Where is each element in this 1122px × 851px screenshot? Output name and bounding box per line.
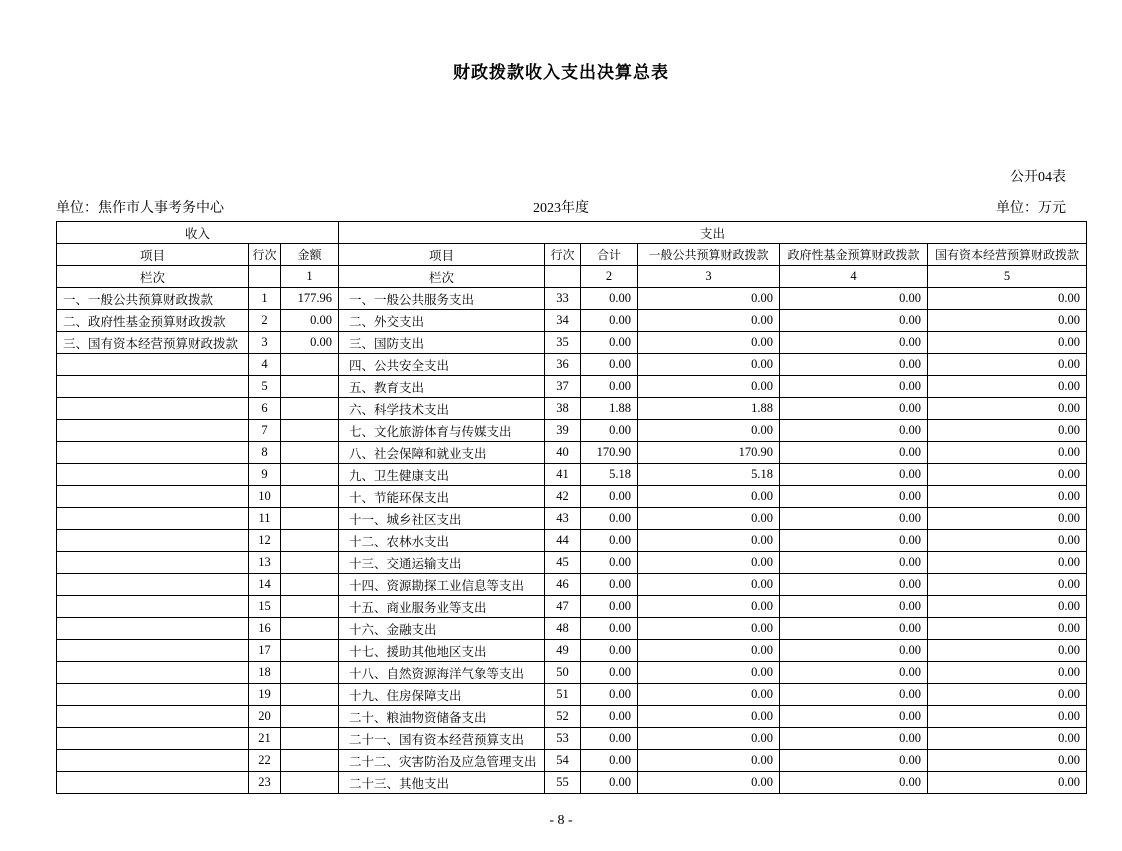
income-item-cell xyxy=(57,442,249,464)
expenditure-item-cell: 十六、金融支出 xyxy=(339,618,545,640)
income-amount-cell xyxy=(281,398,339,420)
table-row xyxy=(57,552,1087,574)
expenditure-total-cell: 0.00 xyxy=(581,420,638,442)
expenditure-line-cell: 41 xyxy=(545,464,581,486)
table-row xyxy=(57,662,1087,684)
expenditure-total-cell: 0.00 xyxy=(581,772,638,794)
income-amount-cell xyxy=(281,376,339,398)
income-item-cell: 三、国有资本经营预算财政拨款 xyxy=(57,332,249,354)
income-item-cell xyxy=(57,376,249,398)
expenditure-state-capital-cell: 0.00 xyxy=(928,420,1087,442)
income-line-cell: 7 xyxy=(249,420,281,442)
expenditure-general-public-cell: 0.00 xyxy=(638,552,780,574)
header-general-public-budget: 一般公共预算财政拨款 xyxy=(638,244,780,266)
expenditure-column-spacer xyxy=(545,266,581,288)
expenditure-general-public-cell: 0.00 xyxy=(638,310,780,332)
expenditure-state-capital-cell: 0.00 xyxy=(928,288,1087,310)
expenditure-gov-fund-cell: 0.00 xyxy=(780,618,928,640)
expenditure-total-cell: 0.00 xyxy=(581,486,638,508)
amount-unit-label: 单位：万元 xyxy=(996,201,1066,216)
income-item-cell xyxy=(57,728,249,750)
expenditure-state-capital-cell: 0.00 xyxy=(928,618,1087,640)
expenditure-total-cell: 0.00 xyxy=(581,684,638,706)
income-line-cell: 10 xyxy=(249,486,281,508)
expenditure-gov-fund-cell: 0.00 xyxy=(780,486,928,508)
expenditure-gov-fund-cell: 0.00 xyxy=(780,684,928,706)
expenditure-total-cell: 0.00 xyxy=(581,596,638,618)
group-header-expenditure: 支出 xyxy=(339,222,1087,244)
expenditure-item-cell: 十五、商业服务业等支出 xyxy=(339,596,545,618)
header-gov-fund-budget: 政府性基金预算财政拨款 xyxy=(780,244,928,266)
expenditure-item-cell: 二十二、灾害防治及应急管理支出 xyxy=(339,750,545,772)
income-item-cell xyxy=(57,464,249,486)
income-item-cell xyxy=(57,552,249,574)
income-line-cell: 8 xyxy=(249,442,281,464)
income-column-no-1: 1 xyxy=(281,266,339,288)
expenditure-item-cell: 十、节能环保支出 xyxy=(339,486,545,508)
meta-row xyxy=(56,197,1066,215)
income-amount-cell xyxy=(281,618,339,640)
expenditure-general-public-cell: 0.00 xyxy=(638,618,780,640)
expenditure-state-capital-cell: 0.00 xyxy=(928,464,1087,486)
expenditure-general-public-cell: 0.00 xyxy=(638,662,780,684)
expenditure-line-cell: 43 xyxy=(545,508,581,530)
expenditure-gov-fund-cell: 0.00 xyxy=(780,442,928,464)
table-row xyxy=(57,706,1087,728)
income-item-cell xyxy=(57,596,249,618)
expenditure-state-capital-cell: 0.00 xyxy=(928,376,1087,398)
income-amount-cell xyxy=(281,750,339,772)
expenditure-item-cell: 九、卫生健康支出 xyxy=(339,464,545,486)
table-row xyxy=(57,288,1087,310)
expenditure-state-capital-cell: 0.00 xyxy=(928,442,1087,464)
expenditure-line-cell: 53 xyxy=(545,728,581,750)
expenditure-column-no-2: 2 xyxy=(581,266,638,288)
income-line-cell: 15 xyxy=(249,596,281,618)
expenditure-state-capital-cell: 0.00 xyxy=(928,574,1087,596)
income-line-cell: 22 xyxy=(249,750,281,772)
income-item-cell xyxy=(57,530,249,552)
expenditure-state-capital-cell: 0.00 xyxy=(928,530,1087,552)
expenditure-line-cell: 48 xyxy=(545,618,581,640)
income-line-cell: 9 xyxy=(249,464,281,486)
unit-label: 单位：焦作市人事考务中心 xyxy=(56,201,224,216)
table-row xyxy=(57,332,1087,354)
expenditure-state-capital-cell: 0.00 xyxy=(928,310,1087,332)
income-amount-cell xyxy=(281,662,339,684)
expenditure-line-cell: 50 xyxy=(545,662,581,684)
table-row xyxy=(57,420,1087,442)
income-amount-cell: 177.96 xyxy=(281,288,339,310)
header-income-line: 行次 xyxy=(249,244,281,266)
header-expenditure-line: 行次 xyxy=(545,244,581,266)
expenditure-general-public-cell: 5.18 xyxy=(638,464,780,486)
income-amount-cell xyxy=(281,420,339,442)
table-group-header-row xyxy=(57,222,1087,244)
page-title: 财政拨款收入支出决算总表 xyxy=(453,63,669,82)
income-line-cell: 20 xyxy=(249,706,281,728)
expenditure-item-cell: 二十、粮油物资储备支出 xyxy=(339,706,545,728)
expenditure-gov-fund-cell: 0.00 xyxy=(780,706,928,728)
expenditure-total-cell: 0.00 xyxy=(581,618,638,640)
table-row xyxy=(57,310,1087,332)
expenditure-total-cell: 0.00 xyxy=(581,288,638,310)
table-column-number-row xyxy=(57,266,1087,288)
expenditure-general-public-cell: 0.00 xyxy=(638,706,780,728)
income-line-cell: 17 xyxy=(249,640,281,662)
expenditure-total-cell: 0.00 xyxy=(581,574,638,596)
expenditure-item-cell: 十九、住房保障支出 xyxy=(339,684,545,706)
table-column-header-row xyxy=(57,244,1087,266)
income-item-cell xyxy=(57,772,249,794)
expenditure-total-cell: 0.00 xyxy=(581,552,638,574)
income-amount-cell xyxy=(281,354,339,376)
expenditure-general-public-cell: 170.90 xyxy=(638,442,780,464)
expenditure-general-public-cell: 0.00 xyxy=(638,728,780,750)
expenditure-item-cell: 十三、交通运输支出 xyxy=(339,552,545,574)
expenditure-item-cell: 七、文化旅游体育与传媒支出 xyxy=(339,420,545,442)
expenditure-item-cell: 二十三、其他支出 xyxy=(339,772,545,794)
table-row xyxy=(57,574,1087,596)
expenditure-gov-fund-cell: 0.00 xyxy=(780,310,928,332)
income-amount-cell xyxy=(281,508,339,530)
expenditure-line-cell: 37 xyxy=(545,376,581,398)
expenditure-state-capital-cell: 0.00 xyxy=(928,332,1087,354)
expenditure-gov-fund-cell: 0.00 xyxy=(780,596,928,618)
income-line-cell: 19 xyxy=(249,684,281,706)
expenditure-general-public-cell: 0.00 xyxy=(638,486,780,508)
income-line-cell: 2 xyxy=(249,310,281,332)
income-item-cell xyxy=(57,640,249,662)
expenditure-state-capital-cell: 0.00 xyxy=(928,486,1087,508)
group-header-income: 收入 xyxy=(57,222,339,244)
table-row xyxy=(57,596,1087,618)
expenditure-column-no-3: 3 xyxy=(638,266,780,288)
expenditure-line-cell: 39 xyxy=(545,420,581,442)
income-column-spacer xyxy=(249,266,281,288)
expenditure-general-public-cell: 0.00 xyxy=(638,354,780,376)
income-amount-cell xyxy=(281,596,339,618)
income-item-cell xyxy=(57,684,249,706)
expenditure-general-public-cell: 0.00 xyxy=(638,376,780,398)
income-column-label: 栏次 xyxy=(57,266,249,288)
table-row xyxy=(57,728,1087,750)
expenditure-total-cell: 170.90 xyxy=(581,442,638,464)
income-line-cell: 21 xyxy=(249,728,281,750)
header-income-amount: 金额 xyxy=(281,244,339,266)
page-number: - 8 - xyxy=(549,813,573,828)
table-row xyxy=(57,684,1087,706)
expenditure-line-cell: 51 xyxy=(545,684,581,706)
income-line-cell: 5 xyxy=(249,376,281,398)
income-item-cell xyxy=(57,398,249,420)
expenditure-gov-fund-cell: 0.00 xyxy=(780,508,928,530)
expenditure-item-cell: 五、教育支出 xyxy=(339,376,545,398)
expenditure-item-cell: 十七、援助其他地区支出 xyxy=(339,640,545,662)
expenditure-total-cell: 0.00 xyxy=(581,310,638,332)
income-line-cell: 4 xyxy=(249,354,281,376)
table-row xyxy=(57,376,1087,398)
table-row xyxy=(57,508,1087,530)
expenditure-line-cell: 35 xyxy=(545,332,581,354)
expenditure-item-cell: 六、科学技术支出 xyxy=(339,398,545,420)
income-amount-cell xyxy=(281,640,339,662)
income-line-cell: 1 xyxy=(249,288,281,310)
income-amount-cell xyxy=(281,552,339,574)
income-item-cell xyxy=(57,618,249,640)
expenditure-state-capital-cell: 0.00 xyxy=(928,728,1087,750)
expenditure-gov-fund-cell: 0.00 xyxy=(780,750,928,772)
income-amount-cell xyxy=(281,772,339,794)
expenditure-line-cell: 49 xyxy=(545,640,581,662)
table-row xyxy=(57,486,1087,508)
expenditure-general-public-cell: 0.00 xyxy=(638,596,780,618)
expenditure-general-public-cell: 0.00 xyxy=(638,508,780,530)
header-state-capital-budget: 国有资本经营预算财政拨款 xyxy=(928,244,1087,266)
expenditure-general-public-cell: 1.88 xyxy=(638,398,780,420)
expenditure-item-cell: 二、外交支出 xyxy=(339,310,545,332)
expenditure-column-label: 栏次 xyxy=(339,266,545,288)
expenditure-general-public-cell: 0.00 xyxy=(638,772,780,794)
income-item-cell xyxy=(57,574,249,596)
table-row xyxy=(57,464,1087,486)
expenditure-general-public-cell: 0.00 xyxy=(638,640,780,662)
expenditure-line-cell: 47 xyxy=(545,596,581,618)
table-row xyxy=(57,530,1087,552)
expenditure-gov-fund-cell: 0.00 xyxy=(780,420,928,442)
expenditure-state-capital-cell: 0.00 xyxy=(928,596,1087,618)
table-row xyxy=(57,640,1087,662)
income-line-cell: 12 xyxy=(249,530,281,552)
income-amount-cell xyxy=(281,728,339,750)
expenditure-total-cell: 0.00 xyxy=(581,508,638,530)
income-item-cell xyxy=(57,354,249,376)
expenditure-item-cell: 十一、城乡社区支出 xyxy=(339,508,545,530)
income-amount-cell xyxy=(281,530,339,552)
expenditure-gov-fund-cell: 0.00 xyxy=(780,376,928,398)
expenditure-line-cell: 52 xyxy=(545,706,581,728)
expenditure-item-cell: 十四、资源勘探工业信息等支出 xyxy=(339,574,545,596)
expenditure-gov-fund-cell: 0.00 xyxy=(780,574,928,596)
income-line-cell: 23 xyxy=(249,772,281,794)
form-code-label: 公开04表 xyxy=(1010,170,1066,185)
header-income-item: 项目 xyxy=(57,244,249,266)
expenditure-item-cell: 三、国防支出 xyxy=(339,332,545,354)
expenditure-gov-fund-cell: 0.00 xyxy=(780,728,928,750)
expenditure-column-no-4: 4 xyxy=(780,266,928,288)
expenditure-total-cell: 0.00 xyxy=(581,332,638,354)
income-amount-cell: 0.00 xyxy=(281,332,339,354)
expenditure-line-cell: 55 xyxy=(545,772,581,794)
expenditure-state-capital-cell: 0.00 xyxy=(928,398,1087,420)
expenditure-gov-fund-cell: 0.00 xyxy=(780,332,928,354)
expenditure-line-cell: 46 xyxy=(545,574,581,596)
income-line-cell: 18 xyxy=(249,662,281,684)
expenditure-item-cell: 二十一、国有资本经营预算支出 xyxy=(339,728,545,750)
header-expenditure-total: 合计 xyxy=(581,244,638,266)
table-row xyxy=(57,442,1087,464)
expenditure-total-cell: 1.88 xyxy=(581,398,638,420)
income-amount-cell: 0.00 xyxy=(281,310,339,332)
income-item-cell xyxy=(57,706,249,728)
expenditure-item-cell: 十八、自然资源海洋气象等支出 xyxy=(339,662,545,684)
expenditure-item-cell: 一、一般公共服务支出 xyxy=(339,288,545,310)
expenditure-line-cell: 40 xyxy=(545,442,581,464)
expenditure-state-capital-cell: 0.00 xyxy=(928,684,1087,706)
income-amount-cell xyxy=(281,684,339,706)
expenditure-total-cell: 5.18 xyxy=(581,464,638,486)
expenditure-state-capital-cell: 0.00 xyxy=(928,508,1087,530)
expenditure-column-no-5: 5 xyxy=(928,266,1087,288)
expenditure-item-cell: 八、社会保障和就业支出 xyxy=(339,442,545,464)
income-item-cell: 一、一般公共预算财政拨款 xyxy=(57,288,249,310)
income-line-cell: 6 xyxy=(249,398,281,420)
expenditure-general-public-cell: 0.00 xyxy=(638,530,780,552)
expenditure-gov-fund-cell: 0.00 xyxy=(780,552,928,574)
expenditure-general-public-cell: 0.00 xyxy=(638,288,780,310)
expenditure-line-cell: 54 xyxy=(545,750,581,772)
income-item-cell xyxy=(57,486,249,508)
expenditure-total-cell: 0.00 xyxy=(581,662,638,684)
expenditure-total-cell: 0.00 xyxy=(581,750,638,772)
income-amount-cell xyxy=(281,574,339,596)
expenditure-gov-fund-cell: 0.00 xyxy=(780,288,928,310)
table-row xyxy=(57,398,1087,420)
income-item-cell: 二、政府性基金预算财政拨款 xyxy=(57,310,249,332)
expenditure-general-public-cell: 0.00 xyxy=(638,684,780,706)
income-amount-cell xyxy=(281,442,339,464)
expenditure-state-capital-cell: 0.00 xyxy=(928,354,1087,376)
expenditure-state-capital-cell: 0.00 xyxy=(928,750,1087,772)
expenditure-line-cell: 33 xyxy=(545,288,581,310)
expenditure-total-cell: 0.00 xyxy=(581,376,638,398)
expenditure-total-cell: 0.00 xyxy=(581,706,638,728)
expenditure-gov-fund-cell: 0.00 xyxy=(780,464,928,486)
header-expenditure-item: 项目 xyxy=(339,244,545,266)
expenditure-total-cell: 0.00 xyxy=(581,728,638,750)
income-line-cell: 16 xyxy=(249,618,281,640)
year-label: 2023年度 xyxy=(533,201,589,216)
expenditure-line-cell: 45 xyxy=(545,552,581,574)
expenditure-total-cell: 0.00 xyxy=(581,354,638,376)
expenditure-item-cell: 十二、农林水支出 xyxy=(339,530,545,552)
expenditure-state-capital-cell: 0.00 xyxy=(928,640,1087,662)
financial-table xyxy=(56,221,1087,794)
expenditure-general-public-cell: 0.00 xyxy=(638,332,780,354)
expenditure-line-cell: 34 xyxy=(545,310,581,332)
income-item-cell xyxy=(57,420,249,442)
expenditure-line-cell: 44 xyxy=(545,530,581,552)
expenditure-line-cell: 38 xyxy=(545,398,581,420)
expenditure-state-capital-cell: 0.00 xyxy=(928,772,1087,794)
expenditure-gov-fund-cell: 0.00 xyxy=(780,398,928,420)
expenditure-gov-fund-cell: 0.00 xyxy=(780,354,928,376)
income-item-cell xyxy=(57,750,249,772)
expenditure-general-public-cell: 0.00 xyxy=(638,420,780,442)
table-row xyxy=(57,750,1087,772)
expenditure-state-capital-cell: 0.00 xyxy=(928,552,1087,574)
expenditure-state-capital-cell: 0.00 xyxy=(928,662,1087,684)
income-line-cell: 13 xyxy=(249,552,281,574)
expenditure-gov-fund-cell: 0.00 xyxy=(780,640,928,662)
income-line-cell: 14 xyxy=(249,574,281,596)
expenditure-gov-fund-cell: 0.00 xyxy=(780,662,928,684)
expenditure-gov-fund-cell: 0.00 xyxy=(780,530,928,552)
expenditure-state-capital-cell: 0.00 xyxy=(928,706,1087,728)
income-amount-cell xyxy=(281,464,339,486)
expenditure-general-public-cell: 0.00 xyxy=(638,574,780,596)
income-line-cell: 3 xyxy=(249,332,281,354)
expenditure-line-cell: 36 xyxy=(545,354,581,376)
expenditure-general-public-cell: 0.00 xyxy=(638,750,780,772)
income-amount-cell xyxy=(281,486,339,508)
table-row xyxy=(57,618,1087,640)
table-row xyxy=(57,354,1087,376)
document-page xyxy=(0,58,1122,851)
table-row xyxy=(57,772,1087,794)
income-item-cell xyxy=(57,662,249,684)
income-amount-cell xyxy=(281,706,339,728)
expenditure-gov-fund-cell: 0.00 xyxy=(780,772,928,794)
income-line-cell: 11 xyxy=(249,508,281,530)
income-item-cell xyxy=(57,508,249,530)
expenditure-total-cell: 0.00 xyxy=(581,640,638,662)
expenditure-total-cell: 0.00 xyxy=(581,530,638,552)
expenditure-line-cell: 42 xyxy=(545,486,581,508)
expenditure-item-cell: 四、公共安全支出 xyxy=(339,354,545,376)
